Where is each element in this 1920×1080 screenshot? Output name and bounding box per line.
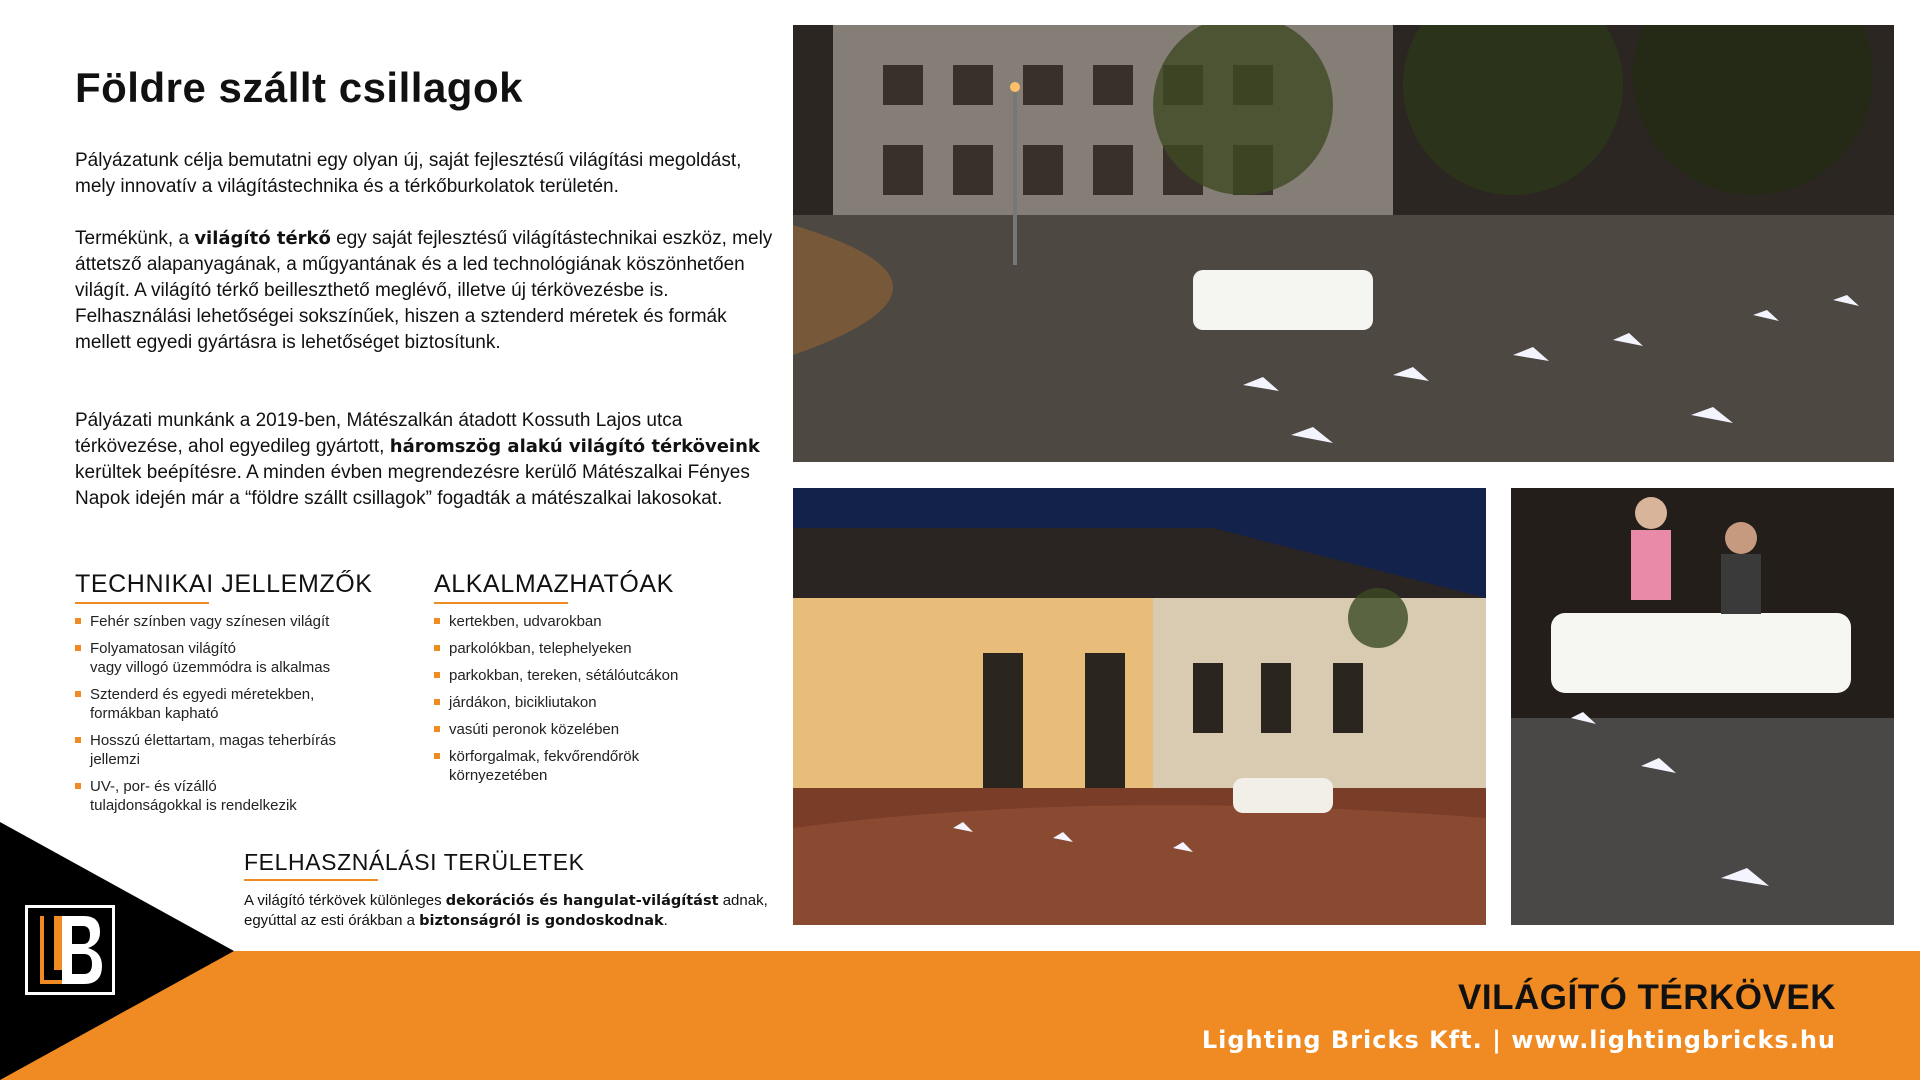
bullet-item bbox=[434, 747, 764, 785]
bullet-square-icon bbox=[434, 699, 440, 705]
intro-paragraph-2: Termékünk, a világító térkő egy saját fejlesztésű világítástechnikai eszköz, mely áttetsző alapanyagának, a műgyantának és a led technológiának köszönhetően világít. A világító térkő beilleszthető meglévő, illetve új térkövezésbe is. Felhasználási lehetőségei sokszínűek, hiszen a sztenderd méretek és formák mellett egyedi gyártásra is lehetőséget biztosítunk. bbox=[75, 228, 773, 353]
photo-light-bench bbox=[1511, 488, 1894, 925]
photo-night-square bbox=[793, 25, 1894, 462]
bullet-text: körforgalmak, fekvőrendőrök bbox=[449, 748, 640, 765]
bullet-square-icon bbox=[434, 672, 440, 678]
bullet-item bbox=[434, 720, 764, 739]
footer-title: VILÁGÍTÓ TÉRKÖVEK bbox=[1458, 978, 1836, 1017]
bullet-text: formákban kapható bbox=[90, 705, 219, 722]
technical-list bbox=[75, 612, 405, 823]
intro-paragraph-1: Pályázatunk célja bemutatni egy olyan új, saját fejlesztésű világítási megoldást, mely innovatív a világítástechnika és a térkőburkolatok területén. bbox=[75, 150, 742, 197]
intro-paragraph-3: Pályázati munkánk a 2019-ben, Mátészalkán átadott Kossuth Lajos utca térkövezése, ahol egyedileg gyártott, háromszög alakú világító térköveink kerültek beépítésre. A minden évben megrendezésre kerülő Mátészalkai Fényes Napok idején már a “földre szállt csillagok” fogadták a mátészalkai lakosokat. bbox=[75, 410, 760, 509]
page-title: Földre szállt csillagok bbox=[75, 64, 523, 111]
footer-subtitle: Lighting Bricks Kft. | www.lightingbricks.hu bbox=[1201, 1026, 1836, 1054]
heading-underline bbox=[244, 879, 378, 881]
applicable-list bbox=[434, 612, 764, 793]
bullet-text: UV-, por- és vízálló bbox=[90, 778, 217, 795]
bullet-text: Hosszú élettartam, magas teherbírás bbox=[90, 732, 336, 749]
bullet-square-icon bbox=[434, 726, 440, 732]
technical-heading: TECHNIKAI JELLEMZŐK bbox=[75, 570, 373, 599]
photo-light-bench-illustration bbox=[1511, 488, 1894, 925]
bullet-text: vasúti peronok közelében bbox=[449, 721, 620, 738]
bullet-text: Folyamatosan világító bbox=[90, 640, 236, 657]
applicable-heading: ALKALMAZHATÓAK bbox=[434, 570, 674, 599]
usage-text: A világító térkövek különleges dekorációs és hangulat-világítást adnak, egyúttal az esti órákban a biztonságról is gondoskodnak. bbox=[244, 892, 768, 929]
bullet-square-icon bbox=[75, 783, 81, 789]
logo-mark-icon bbox=[28, 908, 112, 992]
bullet-square-icon bbox=[434, 645, 440, 651]
bullet-square-icon bbox=[75, 645, 81, 651]
bullet-text: parkolókban, telephelyeken bbox=[449, 640, 632, 657]
photo-building-night-illustration bbox=[793, 488, 1486, 925]
heading-underline bbox=[75, 602, 209, 604]
bullet-text: vagy villogó üzemmódra is alkalmas bbox=[90, 659, 331, 676]
photo-building-night bbox=[793, 488, 1486, 925]
lighting-bricks-logo bbox=[25, 905, 115, 995]
bullet-text: Fehér színben vagy színesen világít bbox=[90, 613, 330, 630]
bullet-square-icon bbox=[434, 753, 440, 759]
bullet-square-icon bbox=[75, 691, 81, 697]
bullet-item bbox=[434, 693, 764, 712]
bullet-item bbox=[434, 612, 764, 631]
bullet-square-icon bbox=[434, 618, 440, 624]
bullet-text: tulajdonságokkal is rendelkezik bbox=[90, 797, 297, 814]
bullet-text: parkokban, tereken, sétálóutcákon bbox=[449, 667, 679, 684]
bullet-square-icon bbox=[75, 618, 81, 624]
bullet-item bbox=[75, 685, 405, 723]
product-name-highlight: világító térkő bbox=[194, 228, 331, 249]
bullet-text: kertekben, udvarokban bbox=[449, 613, 602, 630]
bullet-item bbox=[75, 731, 405, 769]
bullet-text: jellemzi bbox=[90, 751, 141, 768]
bullet-text: Sztenderd és egyedi méretekben, bbox=[90, 686, 315, 703]
bullet-item bbox=[434, 639, 764, 658]
bullet-item bbox=[75, 612, 405, 631]
bullet-item bbox=[75, 777, 405, 815]
bullet-square-icon bbox=[75, 737, 81, 743]
triangle-bricks-highlight: háromszög alakú világító térköveink bbox=[389, 436, 760, 457]
usage-heading: FELHASZNÁLÁSI TERÜLETEK bbox=[244, 849, 585, 876]
heading-underline bbox=[434, 602, 568, 604]
bullet-item bbox=[434, 666, 764, 685]
bullet-text: járdákon, bicikliutakon bbox=[449, 694, 597, 711]
bullet-item bbox=[75, 639, 405, 677]
photo-night-square-illustration bbox=[793, 25, 1894, 462]
bullet-text: környezetében bbox=[449, 767, 548, 784]
